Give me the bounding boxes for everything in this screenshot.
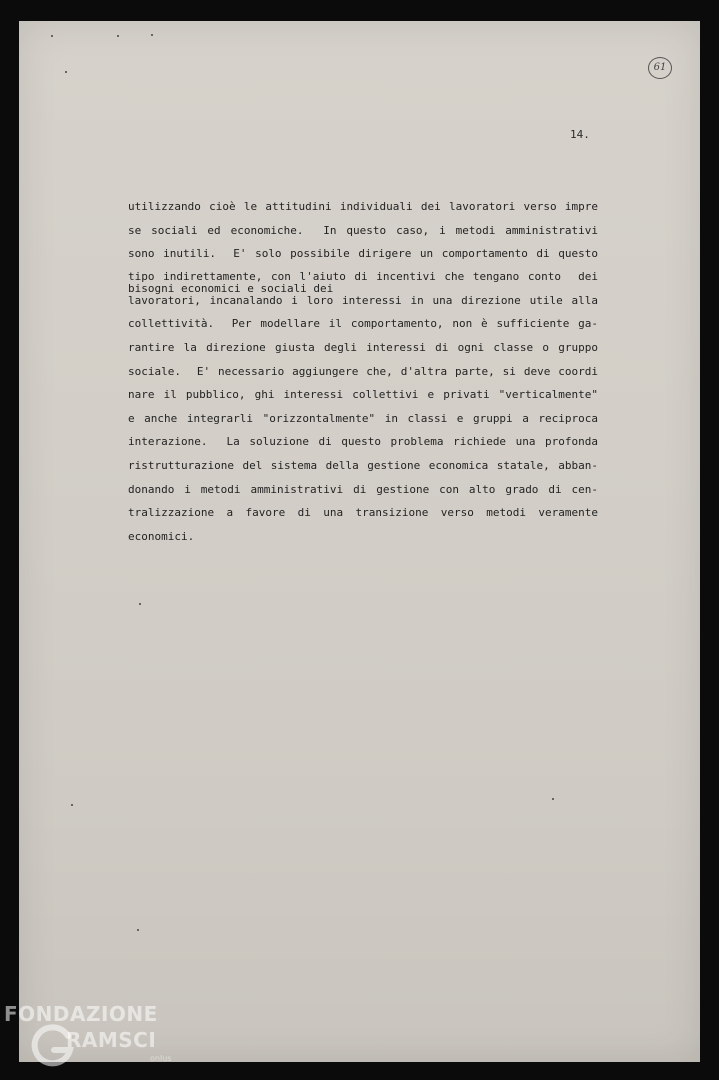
- text-line-insert: bisogni economici e sociali dei: [128, 281, 334, 295]
- text-line: e anche integrarli "orizzontalmente" in classi e gruppi a reciproca: [128, 411, 598, 425]
- text-line: ristrutturazione del sistema della gestione economica statale, abban-: [128, 458, 598, 472]
- text-line: sono inutili. E' solo possibile dirigere un comportamento di questo: [128, 247, 598, 261]
- text-line: utilizzando cioè le attitudini individuali dei lavoratori verso impre: [128, 200, 598, 213]
- text-line: tralizzazione a favore di una transizione verso metodi veramente: [128, 506, 598, 520]
- text-line: economici.: [128, 529, 195, 543]
- text-line: lavoratori, incanalando i loro interessi in una direzione utile alla: [128, 293, 598, 307]
- text-line: nare il pubblico, ghi interessi collettivi e privati "verticalmente": [128, 388, 598, 402]
- paper-speck: [117, 35, 119, 37]
- text-line: tipo indirettamente, con l'aiuto di incentivi che tengano conto dei: [128, 269, 598, 283]
- archive-folio-stamp: 61: [648, 57, 672, 79]
- fondazione-gramsci-watermark: [4, 1002, 194, 1077]
- page-number: 14.: [570, 128, 590, 141]
- paper-speck: [71, 804, 73, 806]
- text-line: se sociali ed economiche. In questo caso, i metodi amministrativi: [128, 223, 598, 237]
- paper-speck: [137, 929, 139, 931]
- watermark-line2: RAMSCI: [66, 1028, 157, 1052]
- paper-speck: [552, 798, 554, 800]
- text-line: interazione. La soluzione di questo problema richiede una profonda: [128, 435, 598, 449]
- text-line: sociale. E' necessario aggiungere che, d'altra parte, si deve coordi: [128, 364, 598, 378]
- paper-speck: [139, 603, 141, 605]
- watermark-suffix: onlus: [150, 1054, 172, 1063]
- paper-speck: [65, 71, 67, 73]
- text-line: rantire la direzione giusta degli interessi di ogni classe o gruppo: [128, 340, 598, 354]
- paper-speck: [51, 35, 53, 37]
- text-line: collettività. Per modellare il comportamento, non è sufficiente ga-: [128, 317, 598, 331]
- text-line: donando i metodi amministrativi di gestione con alto grado di cen-: [128, 482, 598, 496]
- typewritten-body: [128, 200, 598, 553]
- paper-speck: [151, 34, 153, 36]
- watermark-line1: FONDAZIONE: [4, 1002, 158, 1026]
